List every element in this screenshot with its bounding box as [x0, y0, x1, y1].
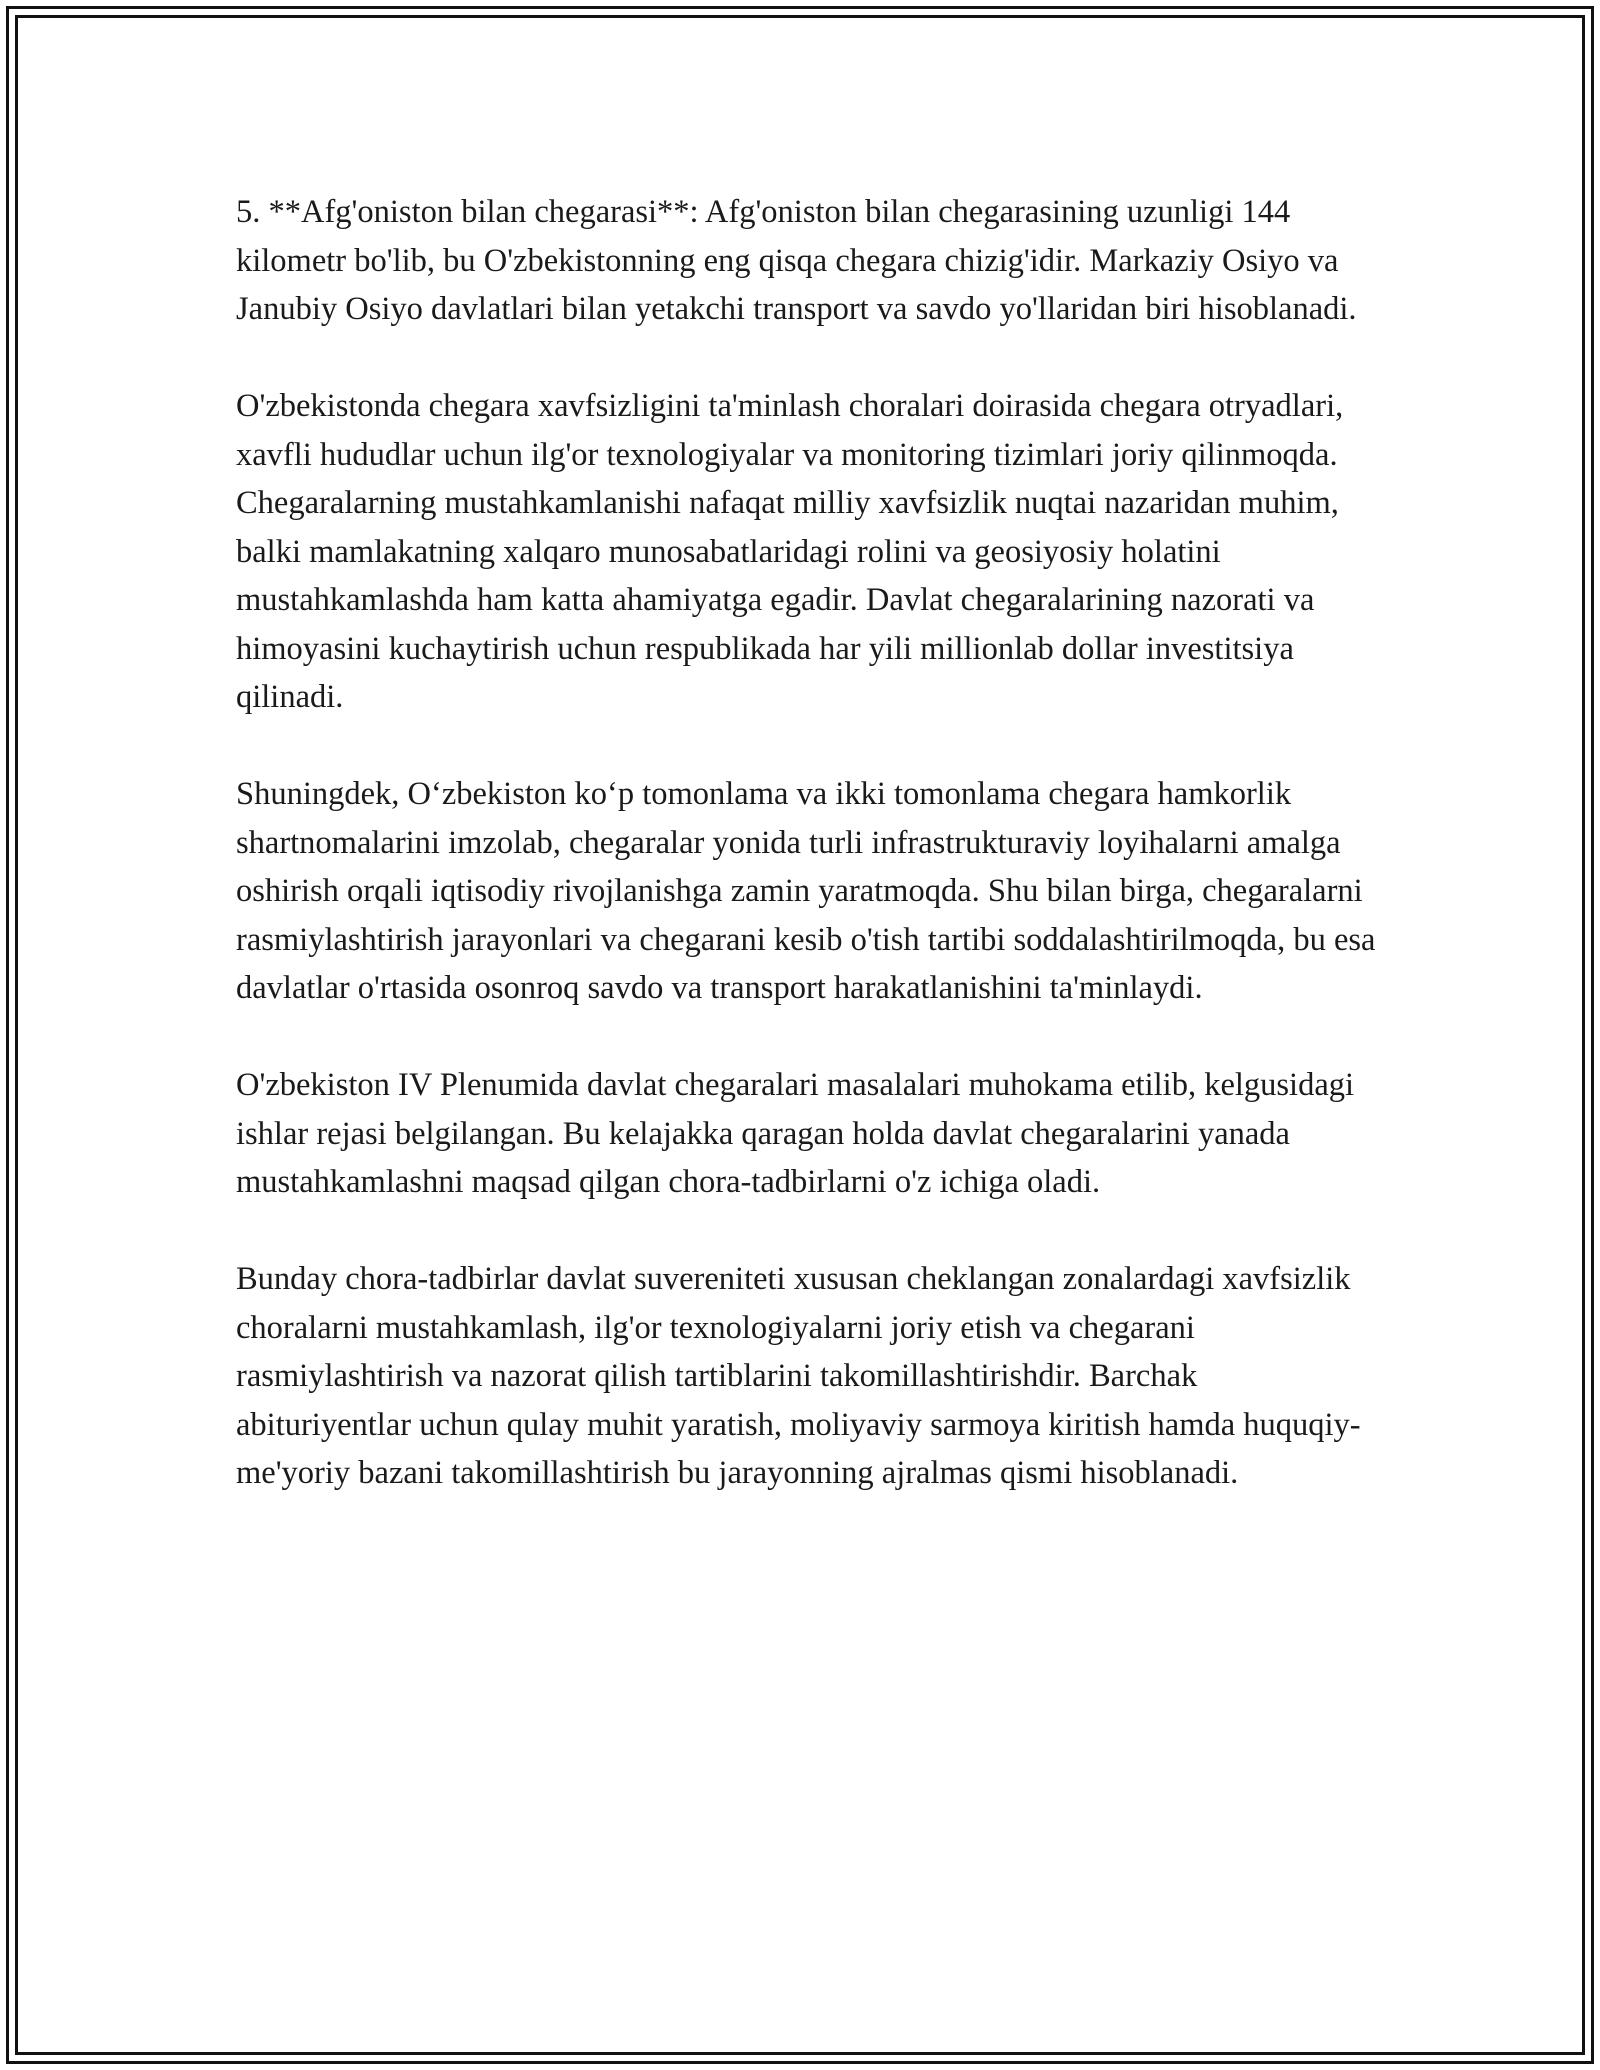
paragraph-border-security: O'zbekistonda chegara xavfsizligini ta'minlash choralari doirasida chegara otryadlari, xavfli hududlar uchun ilg'or texnologiyalar va monitoring tizimlari joriy qilinmoqda. Chegaralarning mustahkamlanishi nafaqat milliy xavfsizlik nuqtai nazaridan muhim, balki mamlakatning xalqaro munosabatlaridagi rolini va geosiyosiy holatini mustahkamlashda ham katta ahamiyatga egadir. Davlat chegaralarining nazorati va himoyasini kuchaytirish uchun respublikada har yili millionlab dollar investitsiya qilinadi.	[236, 388, 1344, 715]
paragraph-cooperation-agreements: Shuningdek, O‘zbekiston ko‘p tomonlama va ikki tomonlama chegara hamkorlik shartnomalarini imzolab, chegaralar yonida turli infrastrukturaviy loyihalarni amalga oshirish orqali iqtisodiy rivojlanishga zamin yaratmoqda. Shu bilan birga, chegaralarni rasmiylashtirish jarayonlari va chegarani kesib o'tish tartibi soddalashtirilmoqda, bu esa davlatlar o'rtasida osonroq savdo va transport harakatlanishini ta'minlaydi.	[236, 776, 1376, 1006]
paragraph-measures: Bunday chora-tadbirlar davlat suvereniteti xususan cheklangan zonalardagi xavfsizlik choralarni mustahkamlash, ilg'or texnologiyalarni joriy etish va chegarani rasmiylashtirish va nazorat qilish tartiblarini takomillashtirishdir. Barchak abituriyentlar uchun qulay muhit yaratish, moliyaviy sarmoya kiritish hamda huquqiy-me'yoriy bazani takomillashtirish bu jarayonning ajralmas qismi hisoblanadi.	[236, 1261, 1361, 1491]
document-body	[236, 188, 1376, 1546]
paragraph-afghanistan-border: 5. **Afg'oniston bilan chegarasi**: Afg'oniston bilan chegarasining uzunligi 144 kilometr bo'lib, bu O'zbekistonning eng qisqa chegara chizig'idir. Markaziy Osiyo va Janubiy Osiyo davlatlari bilan yetakchi transport va savdo yo'llaridan biri hisoblanadi.	[236, 194, 1357, 327]
paragraph-plenum: O'zbekiston IV Plenumida davlat chegaralari masalalari muhokama etilib, kelgusidagi ishlar rejasi belgilangan. Bu kelajakka qaragan holda davlat chegaralarini yanada mustahkamlashni maqsad qilgan chora-tadbirlarni o'z ichiga oladi.	[236, 1067, 1355, 1200]
